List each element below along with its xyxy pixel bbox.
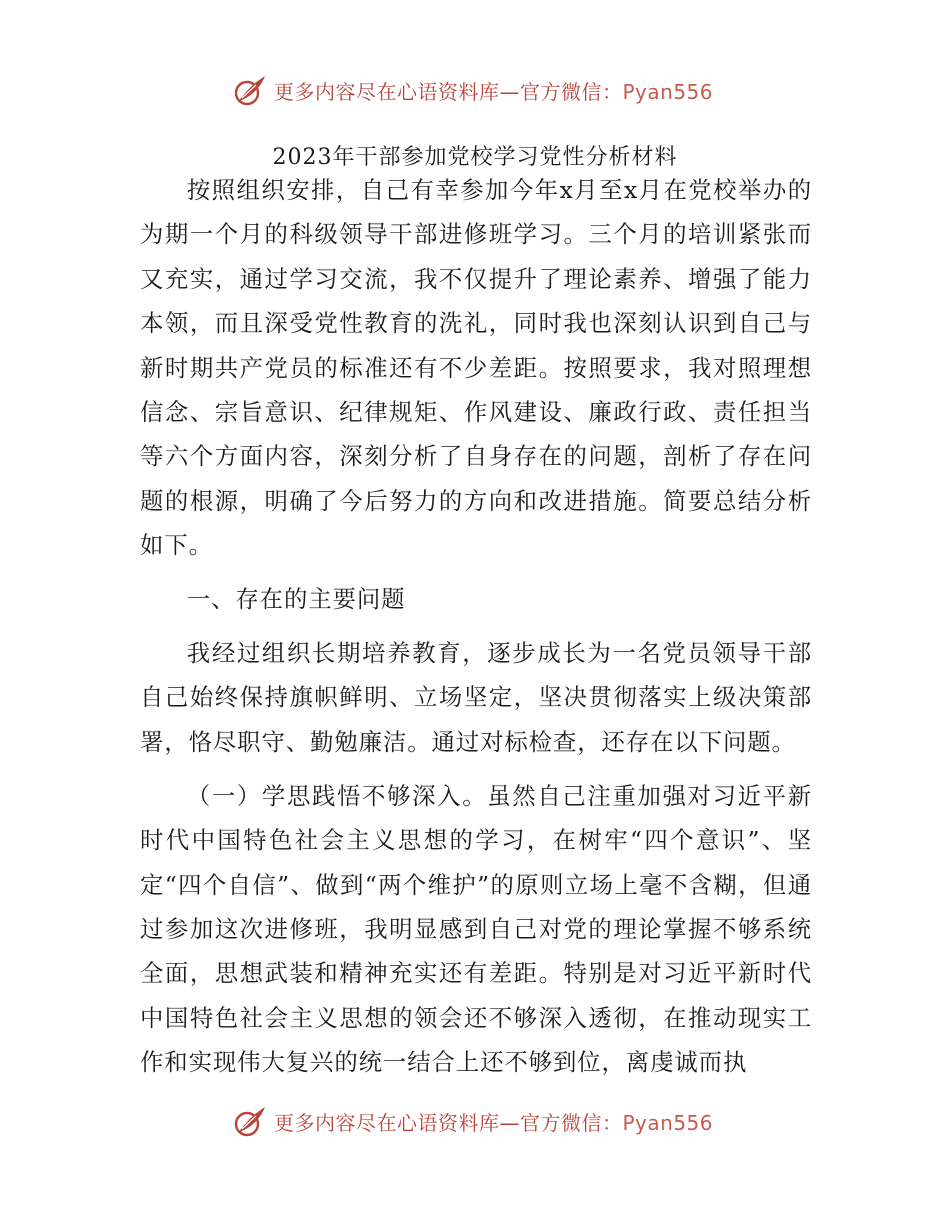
feather-pen-logo-icon (232, 1103, 268, 1139)
paragraph-intro: 按照组织安排，自己有幸参加今年x月至x月在党校举办的为期一个月的科级领导干部进修班学习。三个月的培训紧张而又充实，通过学习交流，我不仅提升了理论素养、增强了能力本领，而且深受党性教育的洗礼，同时我也深刻认识到自己与新时期共产党员的标准还有不少差距。按照要求，我对照理想信念、宗旨意识、纪律规矩、作风建设、廉政行政、责任担当等六个方面内容，深刻分析了自身存在的问题，剖析了存在问题的根源，明确了今后努力的方向和改进措施。简要总结分析如下。 (140, 176, 812, 560)
footer-wechat-id: Pyan556 (622, 1110, 714, 1135)
header-wechat-id: Pyan556 (622, 79, 714, 104)
footer-banner (232, 1101, 713, 1141)
section-heading: 一、存在的主要问题 (186, 585, 406, 614)
paragraph-overview: 我经过组织长期培养教育，逐步成长为一名党员领导干部自己始终保持旗帜鲜明、立场坚定，坚决贯彻落实上级决策部署，恪尽职守、勤勉廉洁。通过对标检查，还存在以下问题。 (140, 639, 812, 756)
paragraph-issue-1: （一）学思践悟不够深入。虽然自己注重加强对习近平新时代中国特色社会主义思想的学习，在树牢“四个意识”、坚定“四个自信”、做到“两个维护”的原则立场上毫不含糊，但通过参加这次进修班，我明显感到自己对党的理论掌握不够系统全面，思想武装和精神充实还有差距。特别是对习近平新时代中国特色社会主义思想的领会还不够深入透彻，在推动现实工作和实现伟大复兴的统一结合上还不够到位，离虔诚而执 (140, 781, 812, 1077)
document-body (140, 168, 812, 1085)
feather-pen-logo-icon (232, 72, 268, 108)
header-banner-text: 更多内容尽在心语资料库—官方微信：Pyan556 (274, 79, 714, 104)
document-title: 2023年干部参加党校学习党性分析材料 (272, 145, 678, 170)
footer-banner-text: 更多内容尽在心语资料库—官方微信：Pyan556 (274, 1110, 714, 1135)
header-banner (232, 70, 713, 110)
